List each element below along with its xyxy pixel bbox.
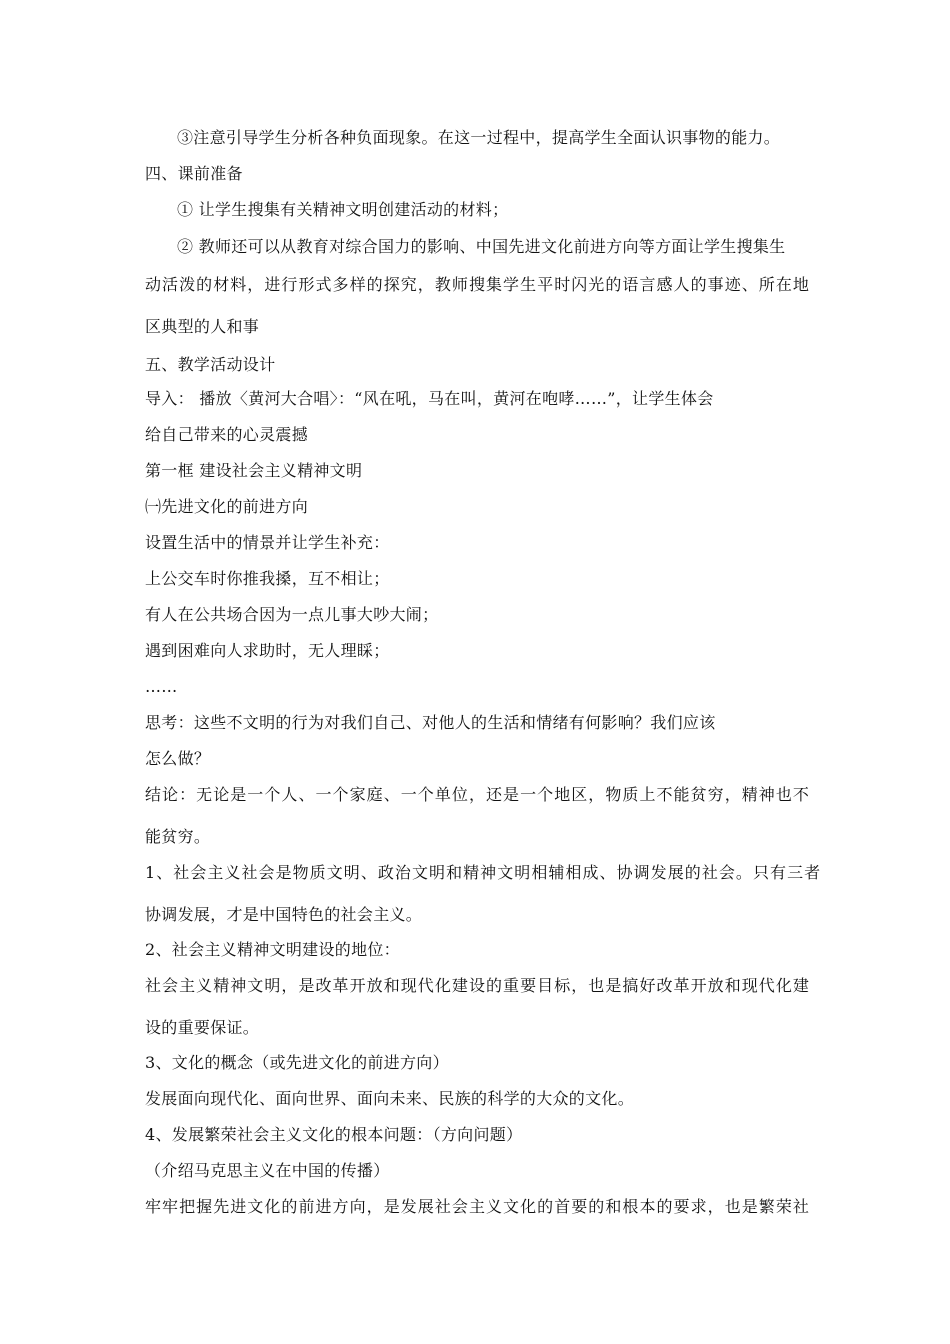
text-line: 结论：无论是一个人、一个家庭、一个单位，还是一个地区，物质上不能贫穷，精神也不 [145, 785, 810, 804]
text-line: 设置生活中的情景并让学生补充： [145, 533, 390, 552]
text-line: 牢牢把握先进文化的前进方向，是发展社会主义文化的首要的和根本的要求，也是繁荣社 [145, 1197, 810, 1216]
text-line: 协调发展，才是中国特色的社会主义。 [145, 905, 423, 924]
text-line: 遇到困难向人求助时，无人理睬； [145, 641, 390, 660]
text-line: 能贫穷。 [145, 827, 211, 846]
text-line: 给自己带来的心灵震撼 [145, 425, 309, 444]
text-line: 2、社会主义精神文明建设的地位： [145, 940, 400, 959]
text-line: ③注意引导学生分析各种负面现象。在这一过程中，提高学生全面认识事物的能力。 [177, 128, 781, 147]
text-line: …… [145, 677, 178, 696]
text-line: 4、发展繁荣社会主义文化的根本问题：（方向问题） [145, 1125, 523, 1144]
text-line: 思考：这些不文明的行为对我们自己、对他人的生活和情绪有何影响？我们应该 [145, 713, 716, 732]
text-line: 有人在公共场合因为一点儿事大吵大闹； [145, 605, 439, 624]
text-line: 设的重要保证。 [145, 1018, 260, 1037]
text-line: 社会主义精神文明，是改革开放和现代化建设的重要目标，也是搞好改革开放和现代化建 [145, 976, 810, 995]
subsection-heading: ㈠先进文化的前进方向 [145, 497, 309, 516]
text-line: 上公交车时你推我搡，互不相让； [145, 569, 390, 588]
subsection-heading: 第一框 建设社会主义精神文明 [145, 461, 363, 480]
text-line: 导入： 播放〈黄河大合唱〉：“风在吼，马在叫，黄河在咆哮……”，让学生体会 [145, 389, 714, 408]
text-line: ② 教师还可以从教育对综合国力的影响、中国先进文化前进方向等方面让学生搜集生 [177, 237, 786, 256]
section-heading: 四、课前准备 [145, 164, 243, 183]
section-heading: 五、教学活动设计 [145, 355, 276, 374]
text-line: 动活泼的材料，进行形式多样的探究，教师搜集学生平时闪光的语言感人的事迹、所在地 [145, 275, 810, 294]
text-line: 1、社会主义社会是物质文明、政治文明和精神文明相辅相成、协调发展的社会。只有三者 [145, 863, 822, 882]
text-line: 怎么做？ [145, 749, 211, 768]
text-line: 发展面向现代化、面向世界、面向未来、民族的科学的大众的文化。 [145, 1089, 635, 1108]
text-line: 区典型的人和事 [145, 317, 260, 336]
text-line: ① 让学生搜集有关精神文明创建活动的材料； [177, 200, 509, 219]
text-line: 3、文化的概念（或先进文化的前进方向） [145, 1053, 449, 1072]
text-line: （介绍马克思主义在中国的传播） [145, 1161, 390, 1180]
